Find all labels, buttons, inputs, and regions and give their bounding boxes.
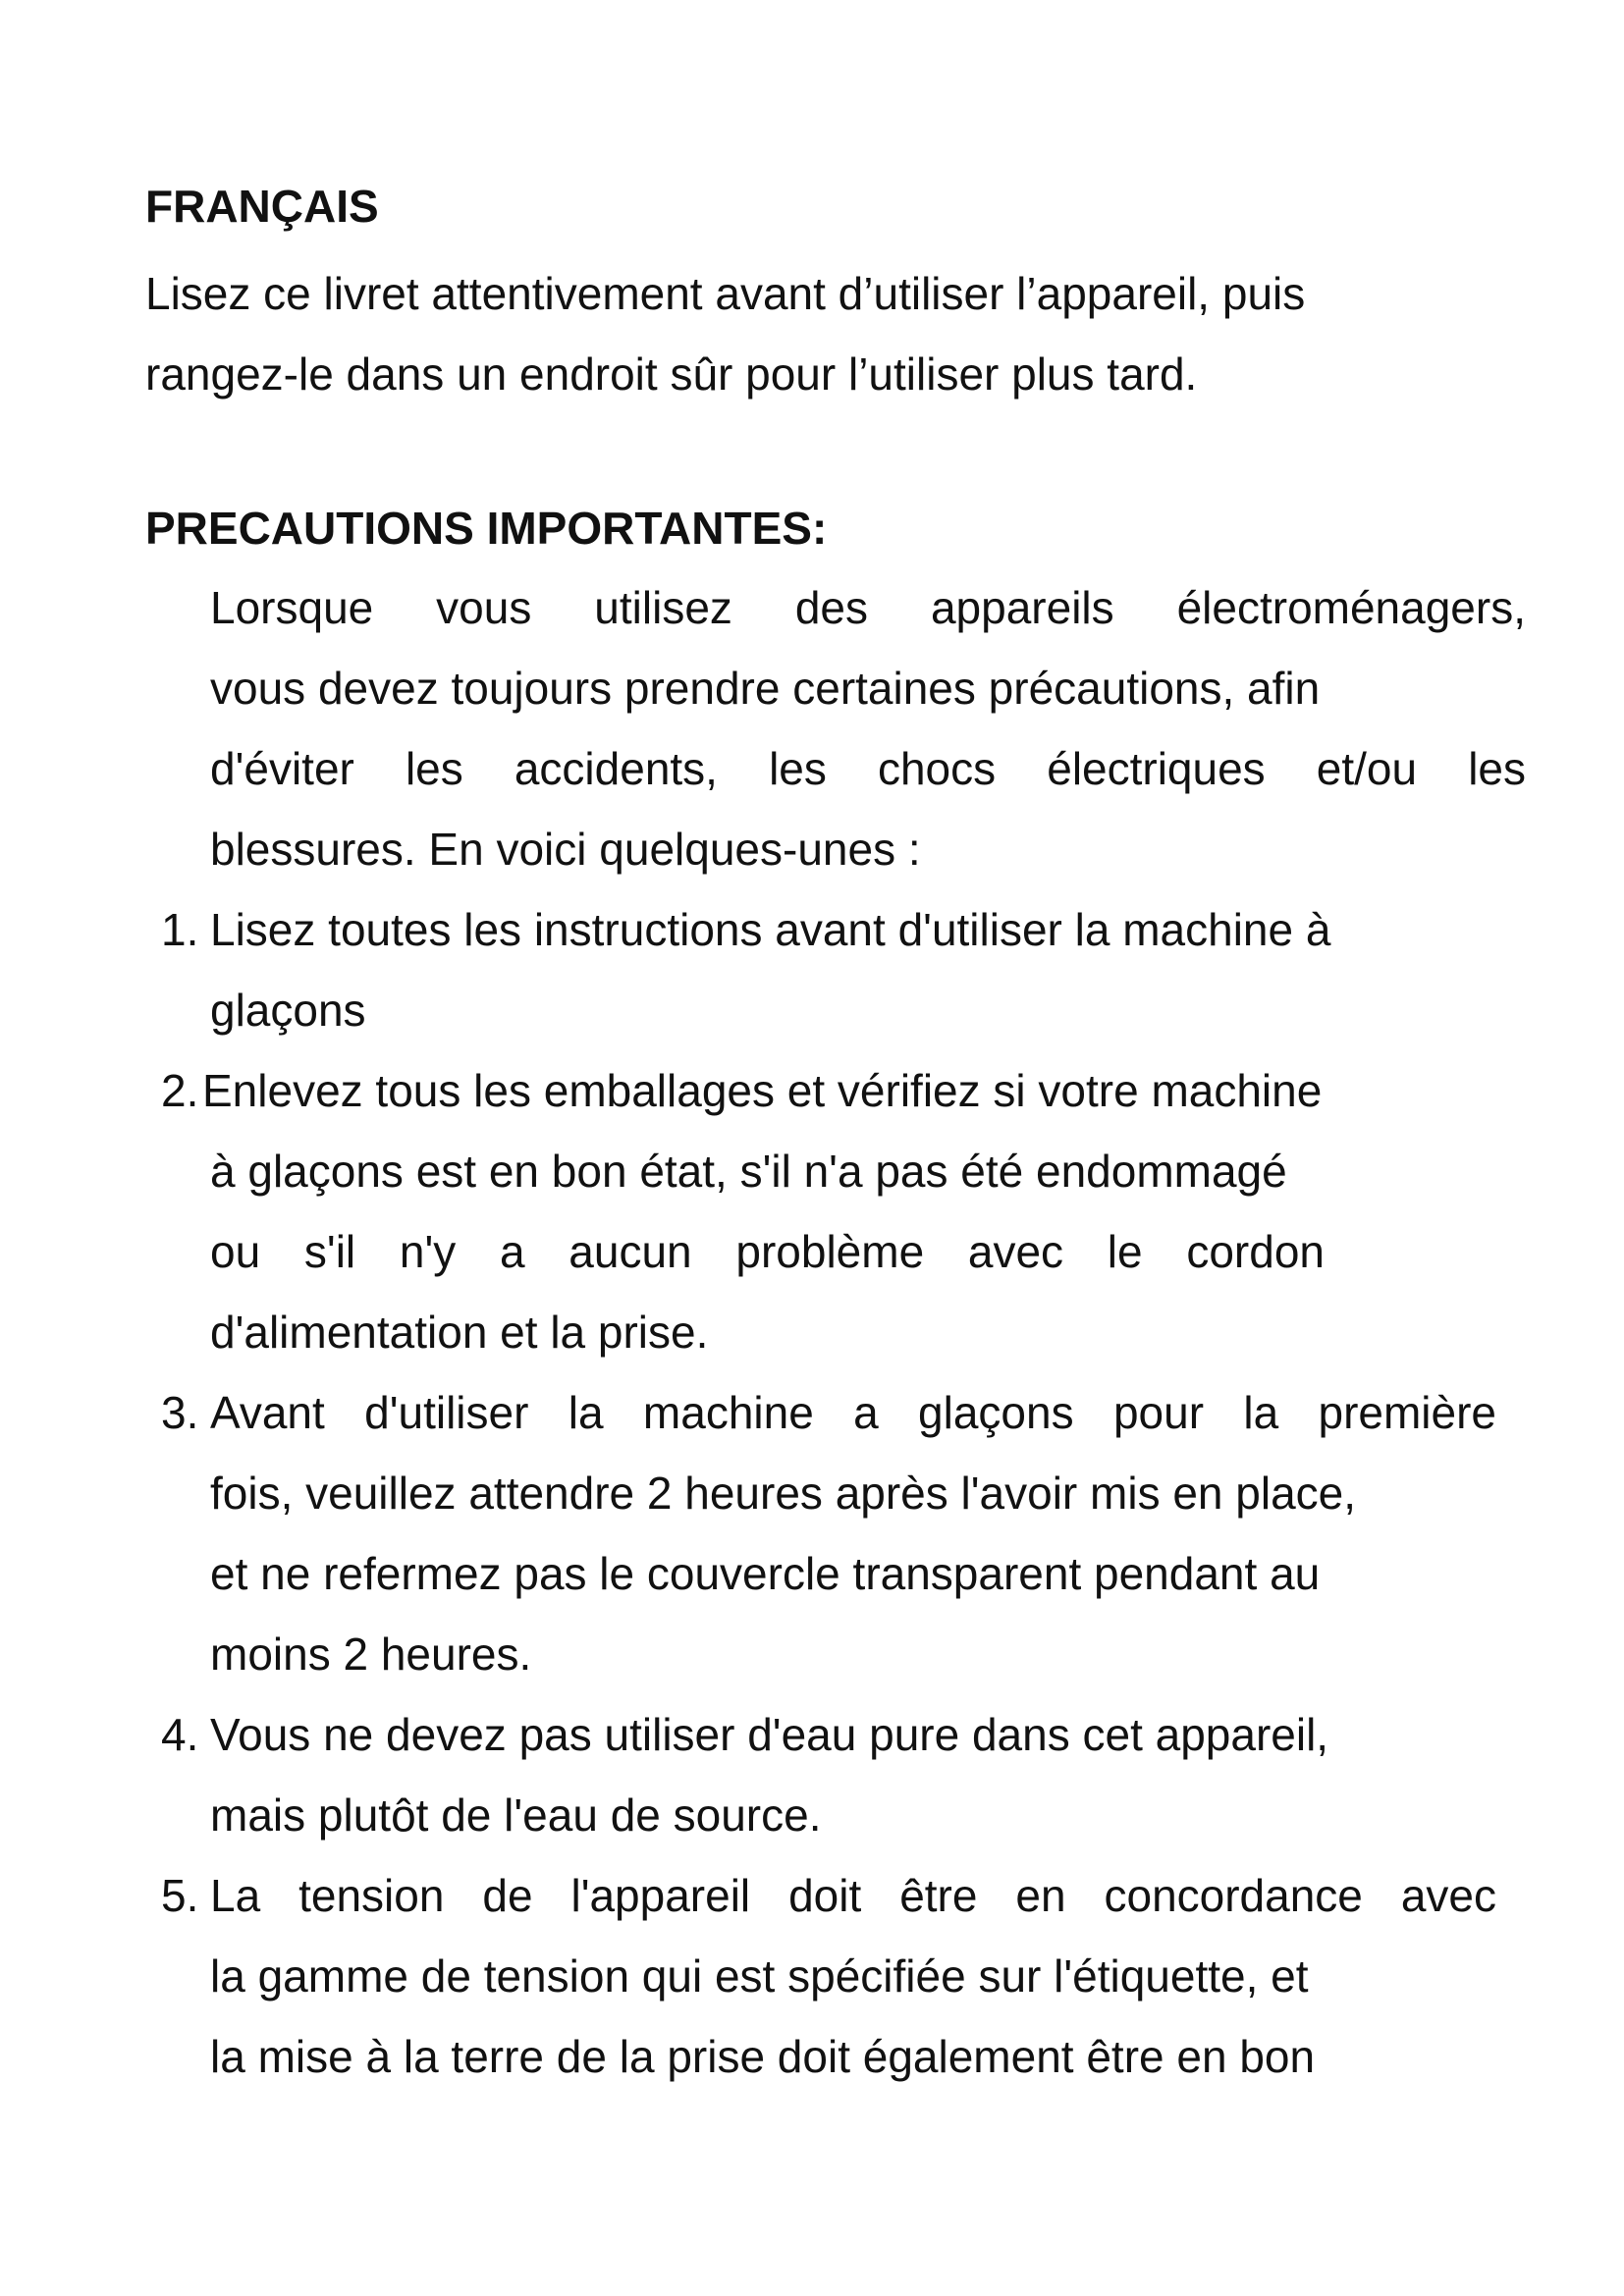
list-item — [161, 1372, 1526, 1694]
preamble-line: Lorsque vous utilisez des appareils électroménagers, — [210, 582, 1526, 633]
list-item-number: 4. — [161, 1709, 199, 1760]
list-item-line: à glaçons est en bon état, s'il n'a pas été endommagé — [210, 1146, 1287, 1197]
list-item — [161, 1050, 1526, 1372]
list-item-number: 1. — [161, 904, 199, 955]
precautions-heading: PRECAUTIONS IMPORTANTES: — [145, 503, 828, 554]
list-item — [161, 1694, 1526, 1855]
precautions-list — [161, 567, 1526, 2097]
intro-line: rangez-le dans un endroit sûr pour l’utiliser plus tard. — [145, 348, 1198, 400]
list-item-line: d'alimentation et la prise. — [210, 1307, 709, 1358]
intro-line: Lisez ce livret attentivement avant d’utiliser l’appareil, puis — [145, 268, 1306, 319]
preamble-line: d'éviter les accidents, les chocs électriques et/ou les — [210, 743, 1526, 794]
list-item-line: mais plutôt de l'eau de source. — [210, 1789, 822, 1841]
list-item-line: Vous ne devez pas utiliser d'eau pure dans cet appareil, — [210, 1709, 1329, 1760]
list-item-line: Lisez toutes les instructions avant d'utiliser la machine à — [210, 904, 1331, 955]
list-item — [161, 1855, 1526, 2097]
list-item-line: et ne refermez pas le couvercle transparent pendant au — [210, 1548, 1321, 1599]
list-item-line: moins 2 heures. — [210, 1629, 532, 1680]
list-item-line: La tension de l'appareil doit être en concordance avec — [210, 1870, 1496, 1921]
preamble-line: vous devez toujours prendre certaines précautions, afin — [210, 663, 1321, 714]
list-item-number: 2. — [161, 1065, 199, 1116]
preamble-line: blessures. En voici quelques-unes : — [210, 824, 921, 875]
list-item-line: ou s'il n'y a aucun problème avec le cordon — [210, 1226, 1325, 1277]
list-item-number: 3. — [161, 1387, 199, 1438]
list-item-line: Avant d'utiliser la machine a glaçons pour la première — [210, 1387, 1496, 1438]
list-item-line: la gamme de tension qui est spécifiée sur l'étiquette, et — [210, 1950, 1309, 2002]
list-item-line: Enlevez tous les emballages et vérifiez si votre machine — [202, 1065, 1323, 1116]
list-item-line: la mise à la terre de la prise doit également être en bon — [210, 2031, 1316, 2082]
preamble-paragraph — [210, 567, 1526, 889]
list-item-number: 5. — [161, 1870, 199, 1921]
intro-paragraph — [145, 253, 1540, 414]
list-item-line: glaçons — [210, 985, 366, 1036]
list-item-line: fois, veuillez attendre 2 heures après l'avoir mis en place, — [210, 1468, 1357, 1519]
list-item — [161, 889, 1526, 1050]
language-heading: FRANÇAIS — [145, 181, 379, 232]
